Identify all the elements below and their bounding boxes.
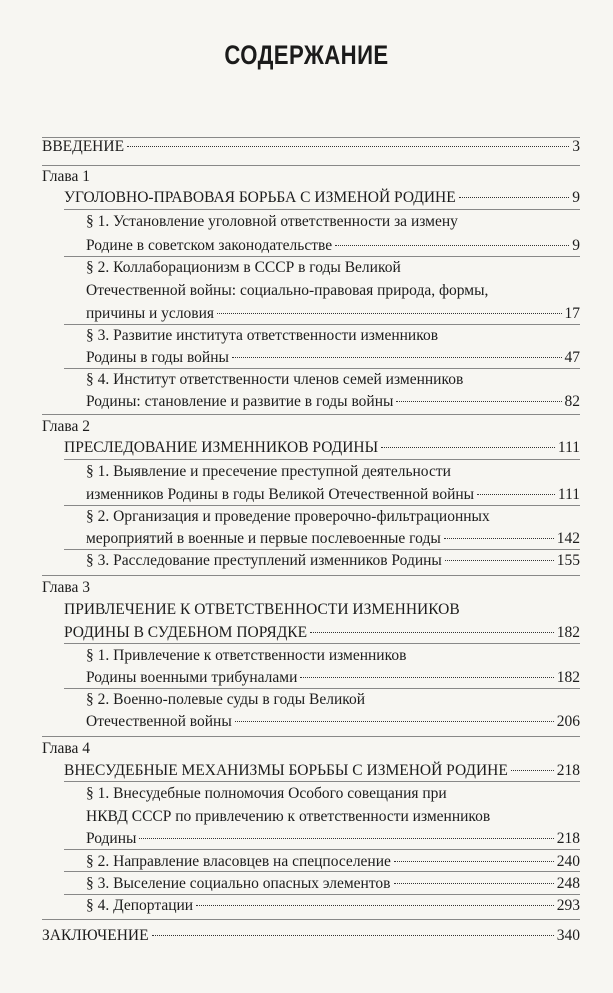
toc-entry-chapter-4[interactable] — [64, 761, 580, 781]
chapter-label: Глава 2 — [42, 418, 91, 435]
entry-title: § 2. Направление власовцев на спецпоселение — [86, 853, 391, 870]
divider — [64, 209, 580, 210]
leader-dots — [310, 632, 554, 633]
divider — [64, 256, 580, 257]
entry-title: § 3. Выселение социально опасных элементов — [86, 875, 391, 892]
page-number: 3 — [572, 138, 580, 155]
section-title-line[interactable]: § 1. Привлечение к ответственности изменников — [86, 647, 407, 664]
entry-title: изменников Родины в годы Великой Отечественной войны — [86, 486, 475, 503]
page-number: 340 — [556, 927, 580, 944]
toc-entry-section[interactable] — [86, 348, 580, 368]
divider — [64, 688, 580, 689]
entry-title: РОДИНЫ В СУДЕБНОМ ПОРЯДКЕ — [64, 624, 308, 641]
page-number: 155 — [556, 552, 580, 569]
entry-title: Родины военными трибуналами — [86, 669, 298, 686]
entry-title: ВВЕДЕНИЕ — [42, 138, 125, 155]
entry-title: § 4. Депортации — [86, 897, 194, 914]
leader-dots — [459, 197, 570, 198]
page-number: 206 — [556, 713, 580, 730]
page-number: 248 — [556, 875, 580, 892]
entry-title: Родины: становление и развитие в годы войны — [86, 393, 394, 410]
leader-dots — [217, 313, 561, 314]
entry-title: § 3. Расследование преступлений изменников Родины — [86, 552, 442, 569]
toc-entry-section[interactable] — [86, 896, 580, 916]
divider — [64, 894, 580, 895]
entry-title: Родины в годы войны — [86, 349, 229, 366]
entry-title: ЗАКЛЮЧЕНИЕ — [42, 927, 149, 944]
page-number: 218 — [556, 830, 580, 847]
entry-title: ПРЕСЛЕДОВАНИЕ ИЗМЕННИКОВ РОДИНЫ — [64, 439, 379, 456]
divider — [64, 368, 580, 369]
toc-entry-chapter-2[interactable] — [64, 438, 580, 458]
section-title-line[interactable]: НКВД СССР по привлечению к ответственности изменников — [86, 808, 491, 825]
toc-entry-section[interactable] — [86, 712, 580, 732]
toc-entry-section[interactable] — [86, 829, 580, 849]
chapter-label: Глава 3 — [42, 579, 91, 596]
leader-dots — [477, 494, 555, 495]
leader-dots — [394, 883, 554, 884]
divider — [64, 643, 580, 644]
toc-entry-chapter-3[interactable] — [64, 623, 580, 643]
section-title-line[interactable]: § 2. Военно-полевые суды в годы Великой — [86, 691, 366, 708]
divider — [42, 736, 580, 737]
leader-dots — [335, 245, 569, 246]
toc-entry-chapter-1[interactable] — [64, 188, 580, 208]
page-number: 17 — [564, 305, 580, 322]
toc-entry-intro[interactable] — [42, 137, 580, 157]
leader-dots — [232, 357, 562, 358]
divider — [64, 781, 580, 782]
entry-title: мероприятий в военные и первые послевоенные годы — [86, 530, 441, 547]
leader-dots — [300, 677, 553, 678]
divider — [64, 549, 580, 550]
chapter-label: Глава 4 — [42, 740, 91, 757]
toc-entry-section[interactable] — [86, 485, 580, 505]
section-title-line[interactable]: § 1. Установление уголовной ответственности за измену — [86, 213, 458, 230]
page-number: 82 — [564, 393, 580, 410]
toc-entry-section[interactable] — [86, 529, 580, 549]
page-number: 182 — [556, 624, 580, 641]
toc-entry-section[interactable] — [86, 551, 580, 571]
divider — [64, 871, 580, 872]
leader-dots — [381, 447, 555, 448]
page-number: 293 — [556, 897, 580, 914]
entry-title: причины и условия — [86, 305, 215, 322]
section-title-line[interactable]: § 1. Внесудебные полномочия Особого совещания при — [86, 785, 447, 802]
leader-dots — [152, 935, 554, 936]
toc-entry-section[interactable] — [86, 236, 580, 256]
entry-title: Родины — [86, 830, 137, 847]
leader-dots — [396, 401, 561, 402]
toc-entry-section[interactable] — [86, 392, 580, 412]
page-number: 218 — [556, 762, 580, 779]
page-number: 47 — [564, 349, 580, 366]
section-title-line[interactable]: § 4. Институт ответственности членов семей изменников — [86, 371, 464, 388]
leader-dots — [445, 560, 554, 561]
page-number: 111 — [557, 486, 580, 503]
chapter-title-line[interactable]: ПРИВЛЕЧЕНИЕ К ОТВЕТСТВЕННОСТИ ИЗМЕННИКОВ — [64, 601, 460, 618]
entry-title: ВНЕСУДЕБНЫЕ МЕХАНИЗМЫ БОРЬБЫ С ИЗМЕНОЙ РОДИНЕ — [64, 762, 508, 779]
entry-title: Отечественной войны — [86, 713, 232, 730]
page-number: 9 — [572, 189, 580, 206]
divider — [42, 575, 580, 576]
page-number: 182 — [556, 669, 580, 686]
leader-dots — [511, 770, 554, 771]
section-title-line[interactable]: § 2. Организация и проведение проверочно-фильтрационных — [86, 508, 490, 525]
toc-entry-section[interactable] — [86, 668, 580, 688]
toc-entry-section[interactable] — [86, 304, 580, 324]
divider — [64, 459, 580, 460]
entry-title: УГОЛОВНО-ПРАВОВАЯ БОРЬБА С ИЗМЕНОЙ РОДИНЕ — [64, 189, 456, 206]
section-title-line[interactable]: § 2. Коллаборационизм в СССР в годы Великой — [86, 259, 401, 276]
divider — [42, 165, 580, 166]
leader-dots — [444, 538, 554, 539]
section-title-line[interactable]: § 1. Выявление и пресечение преступной деятельности — [86, 463, 451, 480]
page-number: 111 — [557, 439, 580, 456]
chapter-label: Глава 1 — [42, 168, 91, 185]
toc-entry-conclusion[interactable] — [42, 926, 580, 946]
page-number: 9 — [572, 237, 580, 254]
leader-dots — [139, 838, 553, 839]
divider — [64, 849, 580, 850]
divider — [64, 324, 580, 325]
divider — [64, 505, 580, 506]
section-title-line[interactable]: Отечественной войны: социально-правовая природа, формы, — [86, 282, 489, 299]
toc-entry-section[interactable] — [86, 852, 580, 872]
leader-dots — [127, 146, 569, 147]
leader-dots — [235, 721, 554, 722]
leader-dots — [196, 905, 554, 906]
page-number: 240 — [556, 853, 580, 870]
leader-dots — [394, 861, 554, 862]
toc-entry-section[interactable] — [86, 874, 580, 894]
page-number: 142 — [556, 530, 580, 547]
page-title: СОДЕРЖАНИЕ — [224, 40, 389, 70]
entry-title: Родине в советском законодательстве — [86, 237, 333, 254]
divider — [42, 414, 580, 415]
section-title-line[interactable]: § 3. Развитие института ответственности изменников — [86, 327, 439, 344]
divider — [42, 919, 580, 920]
